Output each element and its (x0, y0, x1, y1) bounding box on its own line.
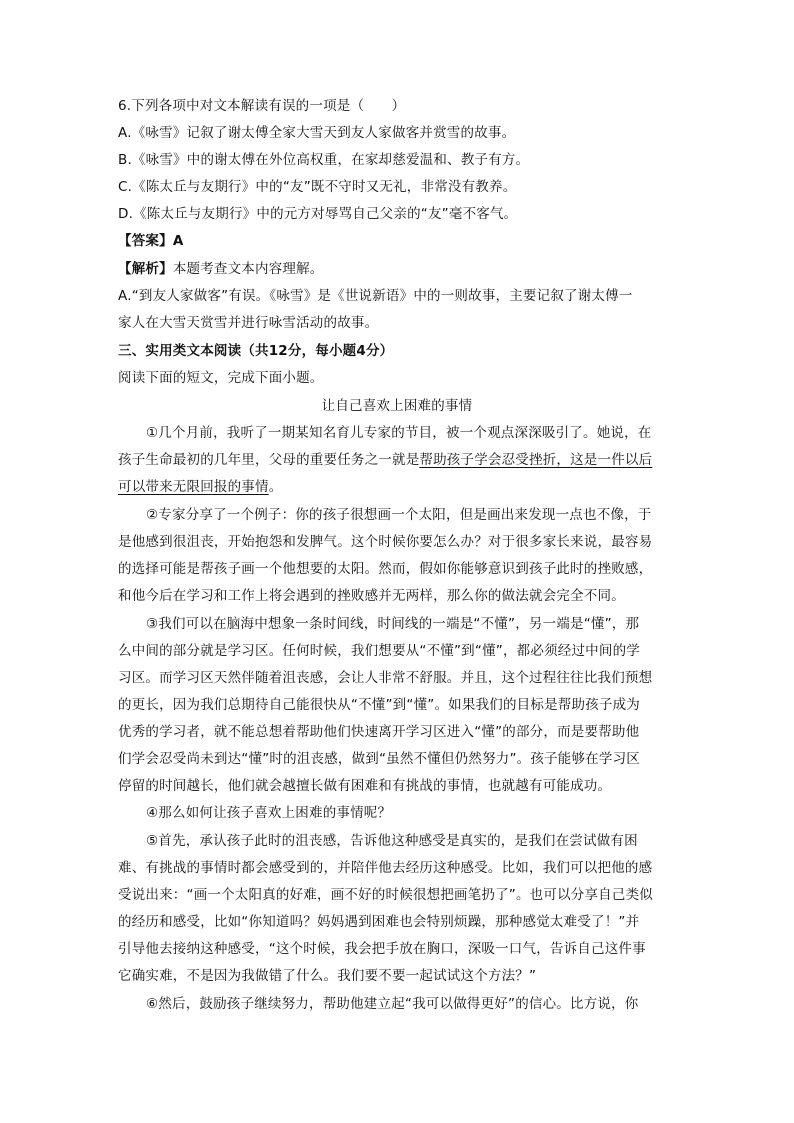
p1-line-3-end: 。 (268, 479, 283, 495)
p5-line-6: 它确实难，不是因为我做错了什么。我们要不要一起试试这个方法？” (118, 968, 537, 984)
p3-line-4: 的更长，因为我们总期待自己能很快从“不懂”到“懂”。如果我们的目标是帮助孩子成为 (118, 697, 640, 713)
p5-line-2: 难、有挑战的事情时都会感受到的，并陪伴他去经历这种感受。比如，我们可以把他的感 (118, 860, 653, 876)
p3-line-5: 优秀的学习者，就不能总想着帮助他们快速离开学习区进入“懂”的部分，而是要帮助他 (118, 724, 640, 740)
answer-line (118, 230, 183, 252)
question-stem: 6.下列各项中对文本解读有误的一项是（ ） (118, 98, 406, 114)
option-d: D.《陈太丘与友期行》中的元方对辱骂自己父亲的“友”毫不客气。 (118, 206, 518, 222)
p6-line-1: ⑥然后，鼓励孩子继续努力，帮助他建立起“我可以做得更好”的信心。比方说，你 (146, 996, 639, 1012)
section-instruction: 阅读下面的短文，完成下面小题。 (118, 370, 324, 386)
p5-line-1: ⑤首先，承认孩子此时的沮丧感，告诉他这种感受是真实的，是我们在尝试做有困 (146, 833, 638, 849)
p5-line-5: 引导他去接纳这种感受，“这个时候，我会把手放在胸口，深吸一口气，告诉自己这件事 (118, 941, 646, 957)
option-c: C.《陈太丘与友期行》中的“友”既不守时又无礼，非常没有教养。 (118, 179, 517, 195)
p5-line-4: 的经历和感受，比如“你知道吗？妈妈遇到困难也会特别烦躁，那种感觉太难受了！”并 (118, 914, 640, 930)
analysis-text-2: 家人在大雪天赏雪并进行咏雪活动的故事。 (118, 315, 379, 331)
analysis-line (118, 258, 324, 280)
analysis-label: 【解析】 (118, 261, 173, 277)
option-b: B.《咏雪》中的谢太傅在外位高权重，在家却慈爱温和、教子有方。 (118, 152, 530, 168)
p1-underlined-sentence-start: 帮助孩子学会忍受挫折，这是一件以后 (419, 452, 653, 468)
p2-line-2: 是他感到很沮丧，开始抱怨和发脾气。这个时候你要怎么办？对于很多家长来说，最容易 (118, 534, 653, 550)
p1-underlined-sentence-end: 可以带来无限回报的事情 (118, 479, 269, 495)
p3-line-3: 习区。而学习区天然伴随着沮丧感，会让人非常不舒服。并且，这个过程往往比我们预想 (118, 670, 653, 686)
p2-line-1: ②专家分享了一个例子：你的孩子很想画一个太阳，但是画出来发现一点也不像，于 (146, 507, 652, 523)
p3-line-6: 们学会忍受尚未到达“懂”时的沮丧感，做到“虽然不懂但仍然努力”。孩子能够在学习区 (118, 751, 640, 767)
p1-line-2 (118, 449, 652, 471)
section-heading: 三、实用类文本阅读（共12分，每小题4分） (118, 343, 394, 359)
p3-line-7: 停留的时间越长，他们就会越擅长做有困难和有挑战的事情，也就越有可能成功。 (118, 778, 612, 794)
answer-value: A (172, 233, 184, 249)
article-title: 让自己喜欢上困难的事情 (321, 398, 473, 414)
p2-line-3: 的选择可能是帮孩子画一个他想要的太阳。然而，假如你能够意识到孩子此时的挫败感， (118, 561, 653, 577)
analysis-text-1: A.“到友人家做客”有误。《咏雪》是《世说新语》中的一则故事，主要记叙了谢太傅一 (118, 288, 633, 304)
p2-line-4: 和他今后在学习和工作上将会遇到的挫败感并无两样，那么你的做法就会完全不同。 (118, 588, 625, 604)
p1-line-2-text: 孩子生命最初的几年里，父母的重要任务之一就是 (118, 452, 420, 468)
p5-line-3: 受说出来：“画一个太阳真的好难，画不好的时候很想把画笔扔了”。也可以分享自己类似 (118, 887, 653, 903)
p3-line-2: 么中间的部分就是学习区。任何时候，我们想要从“不懂”到“懂”，都必须经过中间的学 (118, 643, 640, 659)
p1-line-3 (118, 476, 282, 498)
option-a: A.《咏雪》记叙了谢太傅全家大雪天到友人家做客并赏雪的故事。 (118, 125, 516, 141)
p4-line-1: ④那么如何让孩子喜欢上困难的事情呢？ (146, 805, 392, 821)
answer-label: 【答案】 (118, 233, 173, 249)
p1-line-1: ①几个月前，我听了一期某知名育儿专家的节目，被一个观点深深吸引了。她说，在 (146, 425, 652, 441)
p3-line-1: ③我们可以在脑海中想象一条时间线，时间线的一端是“不懂”，另一端是“懂”，那 (146, 616, 640, 632)
analysis-intro: 本题考查文本内容理解。 (172, 261, 324, 277)
